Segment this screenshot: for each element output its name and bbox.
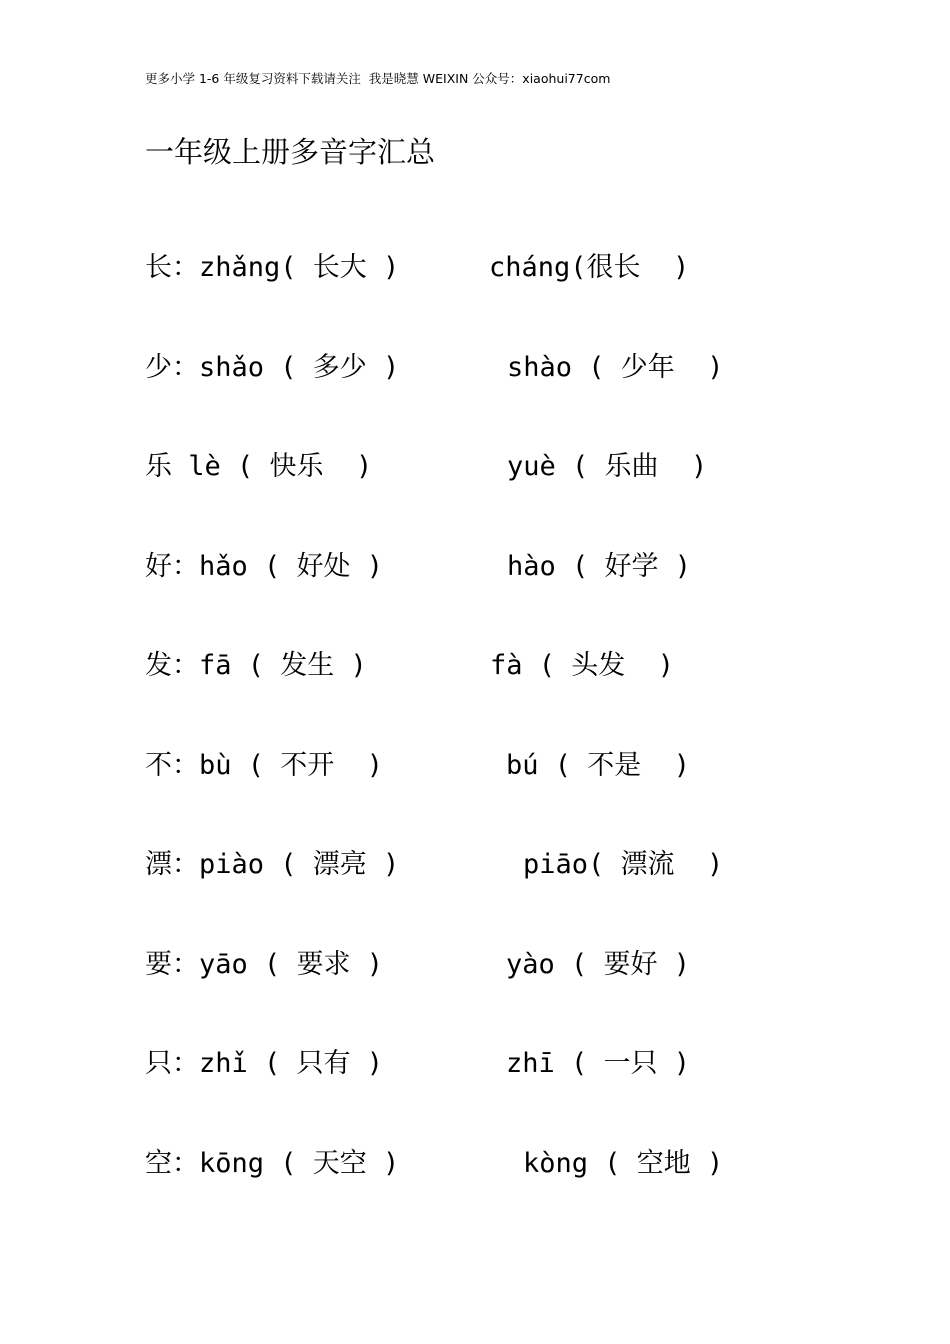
reading-left: 漂：piào ( 漂亮 ): [145, 849, 400, 880]
reading-left: 空：kōng ( 天空 ): [145, 1147, 400, 1179]
reading-right: cháng(很长 ): [489, 252, 690, 283]
polyphone-entry-kong: [145, 1142, 845, 1242]
reading-right: shào ( 少年 ): [507, 351, 724, 383]
reading-right: piāo( 漂流 ): [523, 849, 724, 880]
header-note: 更多小学 1-6 年级复习资料下载请关注 我是晓慧 WEIXIN 公众号：xiaohui77com: [145, 71, 611, 86]
reading-left: 乐 lè ( 快乐 ): [145, 451, 373, 482]
reading-right: hào ( 好学 ): [507, 550, 692, 582]
reading-left: 少：shǎo ( 多少 ): [145, 351, 400, 383]
reading-left: 要：yāo ( 要求 ): [145, 948, 384, 980]
polyphone-list: [145, 246, 845, 1241]
reading-left: 发：fā ( 发生 ): [145, 650, 367, 681]
polyphone-entry-hao: [145, 545, 845, 645]
polyphone-entry-yao: [145, 943, 845, 1043]
reading-right: fà ( 头发 ): [490, 650, 675, 681]
reading-left: 不：bù ( 不开 ): [145, 749, 384, 781]
polyphone-entry-piao: [145, 843, 845, 943]
reading-left: 长：zhǎng( 长大 ): [145, 252, 400, 283]
polyphone-entry-fa: [145, 644, 845, 744]
reading-right: zhī ( 一只 ): [506, 1048, 691, 1079]
reading-right: yào ( 要好 ): [506, 948, 691, 980]
reading-left: 好：hǎo ( 好处 ): [145, 550, 384, 582]
page-title: 一年级上册多音字汇总: [145, 135, 436, 169]
reading-right: bú ( 不是 ): [506, 749, 691, 781]
polyphone-entry-le: [145, 445, 845, 545]
polyphone-entry-shao: [145, 346, 845, 446]
polyphone-entry-bu: [145, 744, 845, 844]
polyphone-entry-chang: [145, 246, 845, 346]
polyphone-entry-zhi: [145, 1042, 845, 1142]
reading-left: 只：zhǐ ( 只有 ): [145, 1048, 384, 1079]
reading-right: kòng ( 空地 ): [523, 1147, 724, 1179]
reading-right: yuè ( 乐曲 ): [507, 451, 708, 482]
